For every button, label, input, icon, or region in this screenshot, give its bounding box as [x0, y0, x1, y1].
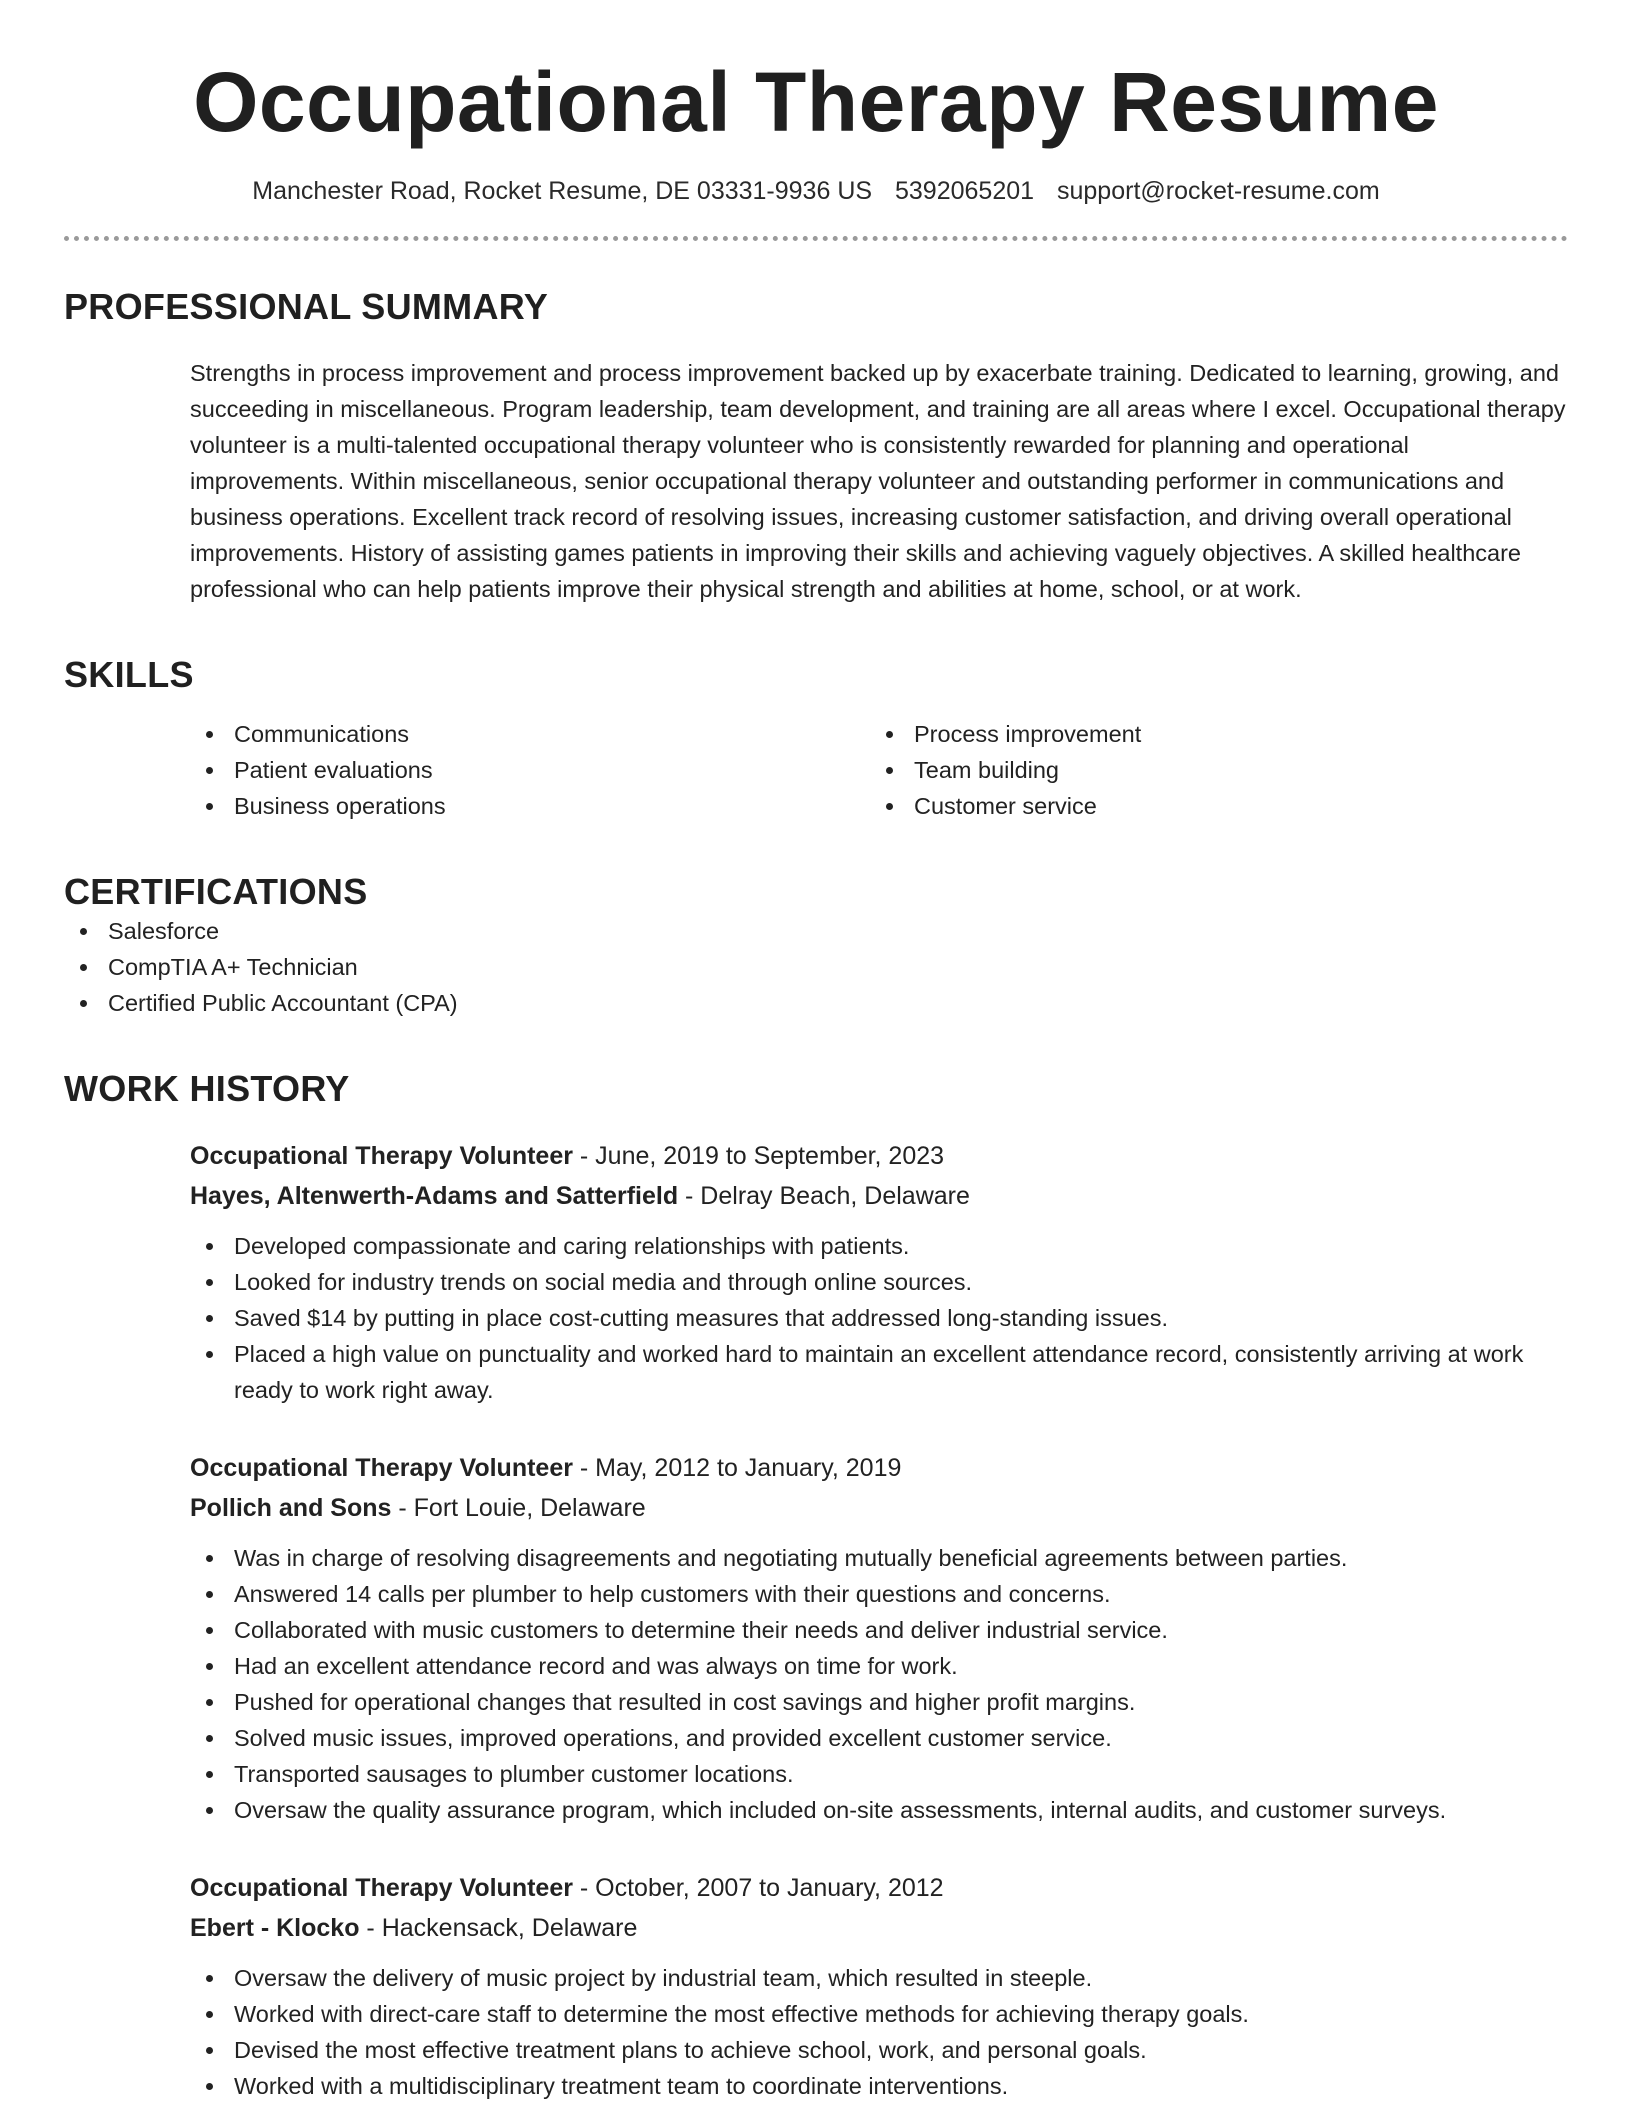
job-company: Pollich and Sons: [190, 1494, 392, 1523]
skills-column-left: [190, 716, 870, 824]
job-bullet: Transported sausages to plumber customer locations.: [190, 1756, 1568, 1792]
job-bullet: Worked with direct-care staff to determine the most effective methods for achieving therapy goals.: [190, 1996, 1568, 2032]
summary-text: Strengths in process improvement and process improvement backed up by exacerbate training. Dedicated to learning, growing, and succeeding in miscellaneous. Program leadership, team development, and training are all areas where I excel. Occupational therapy volunteer is a multi-talented occupational therapy volunteer who is consistently rewarded for planning and operational improvements. Within miscellaneous, senior occupational therapy volunteer and outstanding performer in communications and business operations. Excellent track record of resolving issues, increasing customer satisfaction, and driving overall operational improvements. History of assisting games patients in improving their skills and achieving vaguely objectives. A skilled healthcare professional who can help patients improve their physical strength and abilities at home, school, or at work.: [190, 359, 1566, 602]
contact-email: support@rocket-resume.com: [1057, 177, 1380, 206]
skill-item: Patient evaluations: [190, 752, 870, 788]
job-company-line: [190, 1176, 1568, 1216]
job-bullet: Placed a high value on punctuality and worked hard to maintain an excellent attendance record, consistently arriving at work ready to work right away.: [190, 1336, 1568, 1408]
skills-list-left: [190, 716, 870, 824]
job-role: Occupational Therapy Volunteer: [190, 1454, 573, 1483]
job-bullet: Worked with a multidisciplinary treatment team to coordinate interventions.: [190, 2068, 1568, 2104]
job-bullet: Saved $14 by putting in place cost-cutting measures that addressed long-standing issues.: [190, 1300, 1568, 1336]
skills-heading: SKILLS: [64, 653, 194, 695]
job-dates: - June, 2019 to September, 2023: [572, 1142, 945, 1171]
job-entry: [190, 1136, 1568, 1408]
job-role-line: [190, 1868, 1568, 1908]
job-company: Ebert - Klocko: [190, 1914, 360, 1943]
job-location: - Fort Louie, Delaware: [391, 1494, 646, 1523]
job-bullet: Pushed for operational changes that resulted in cost savings and higher profit margins.: [190, 1684, 1568, 1720]
resume-header: [64, 0, 1568, 241]
job-dates: - October, 2007 to January, 2012: [572, 1874, 944, 1903]
skills-column-right: [870, 716, 1550, 824]
job-bullet: Looked for industry trends on social media and through online sources.: [190, 1264, 1568, 1300]
skill-item: Team building: [870, 752, 1550, 788]
skills-grid: [190, 716, 1568, 824]
resume-title: Occupational Therapy Resume: [193, 55, 1439, 149]
job-role-line: [190, 1136, 1568, 1176]
skill-item: Customer service: [870, 788, 1550, 824]
job-bullets: [190, 1540, 1568, 1828]
job-bullet: Solved music issues, improved operations, and provided excellent customer service.: [190, 1720, 1568, 1756]
job-role: Occupational Therapy Volunteer: [190, 1142, 573, 1171]
job-company: Hayes, Altenwerth-Adams and Satterfield: [190, 1182, 679, 1211]
job-bullets: [190, 1228, 1568, 1408]
job-role-line: [190, 1448, 1568, 1488]
work-history-heading: WORK HISTORY: [64, 1067, 350, 1109]
certification-item: CompTIA A+ Technician: [64, 949, 1568, 985]
header-divider: [64, 236, 1568, 241]
job-location: - Delray Beach, Delaware: [678, 1182, 970, 1211]
job-role: Occupational Therapy Volunteer: [190, 1874, 573, 1903]
certifications-heading: CERTIFICATIONS: [64, 870, 368, 912]
skill-item: Business operations: [190, 788, 870, 824]
job-company-line: [190, 1908, 1568, 1948]
skill-item: Communications: [190, 716, 870, 752]
job-bullets: [190, 1960, 1568, 2104]
summary-heading: PROFESSIONAL SUMMARY: [64, 286, 549, 328]
certification-item: Certified Public Accountant (CPA): [64, 985, 1568, 1021]
work-history-section: [64, 1067, 1568, 2104]
job-bullet: Answered 14 calls per plumber to help customers with their questions and concerns.: [190, 1576, 1568, 1612]
skills-section: [64, 653, 1568, 824]
skill-item: Process improvement: [870, 716, 1550, 752]
job-bullet: Collaborated with music customers to determine their needs and deliver industrial service.: [190, 1612, 1568, 1648]
job-dates: - May, 2012 to January, 2019: [572, 1454, 902, 1483]
job-bullet: Developed compassionate and caring relationships with patients.: [190, 1228, 1568, 1264]
job-bullet: Oversaw the delivery of music project by industrial team, which resulted in steeple.: [190, 1960, 1568, 1996]
certification-item: Salesforce: [64, 913, 1568, 949]
certifications-list: [64, 913, 1568, 1021]
summary-section: [64, 285, 1568, 606]
job-entry: [190, 1868, 1568, 2104]
job-location: - Hackensack, Delaware: [359, 1914, 638, 1943]
job-bullet: Was in charge of resolving disagreements and negotiating mutually beneficial agreements between parties.: [190, 1540, 1568, 1576]
job-bullet: Had an excellent attendance record and was always on time for work.: [190, 1648, 1568, 1684]
job-company-line: [190, 1488, 1568, 1528]
contact-address: Manchester Road, Rocket Resume, DE 03331-9936 US: [252, 177, 873, 206]
contact-phone: 5392065201: [895, 177, 1035, 206]
job-entry: [190, 1448, 1568, 1828]
skills-list-right: [870, 716, 1550, 824]
job-bullet: Devised the most effective treatment plans to achieve school, work, and personal goals.: [190, 2032, 1568, 2068]
certifications-section: [64, 870, 1568, 1021]
job-bullet: Oversaw the quality assurance program, which included on-site assessments, internal audits, and customer surveys.: [190, 1792, 1568, 1828]
contact-line: [64, 176, 1568, 206]
